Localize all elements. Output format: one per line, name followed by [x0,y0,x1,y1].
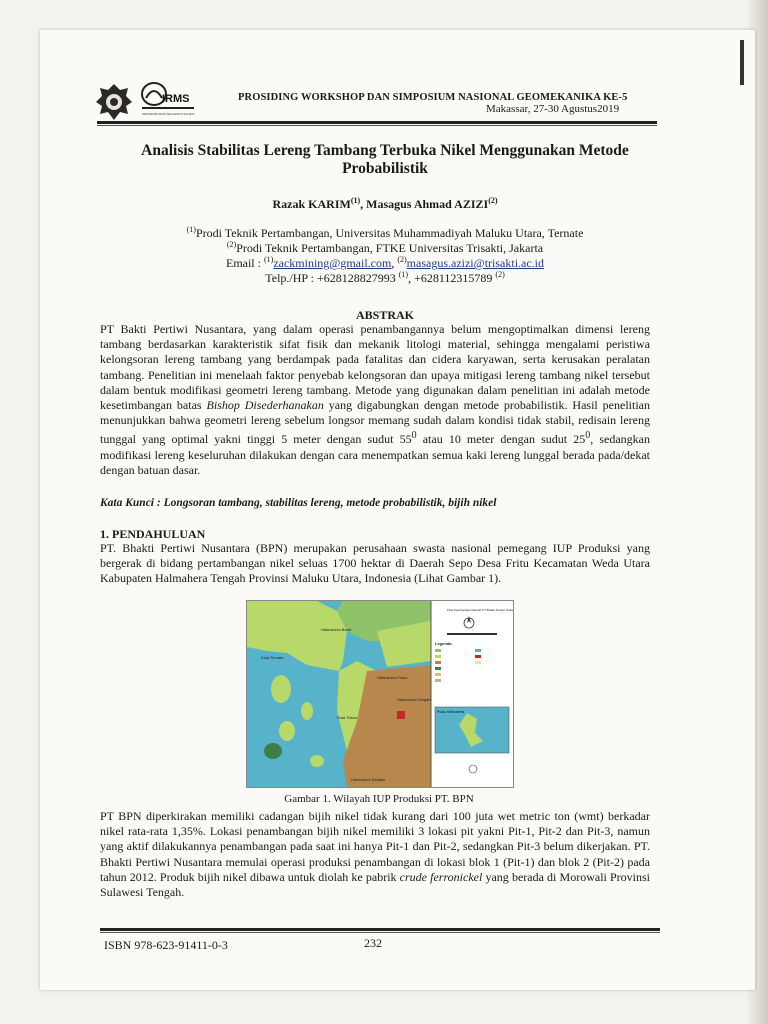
abstract-text [100,322,650,478]
header-rule [97,121,657,124]
emblem-logo-icon [94,82,134,124]
email-line [90,255,680,271]
phone-2: +628112315789 [414,271,496,285]
map-panel-title: Peta Kesampaian Daerah PT Bhakti Pertiwi Nusantara [447,608,513,612]
map-inset-label: Pulau Halmahera [437,710,465,714]
phone-line [90,270,680,286]
phone-2-sup: (2) [495,270,505,279]
header-rule-thin [97,125,657,126]
proceeding-title: PROSIDING WORKSHOP DAN SIMPOSIUM NASIONAL GEOMEKANIKA KE-5 [238,92,628,103]
irms-logo-text: IRMS [162,93,190,105]
map-label-kota-ternate: Kota Ternate [261,655,284,660]
irms-logo-subtext: INDONESIAN ROCK MECHANICS SOCIETY [142,113,195,116]
page-number: 232 [364,936,382,950]
abstract-text-c: atau 10 meter dengan sudut 25 [416,432,586,447]
affiliation-1 [90,225,680,241]
email-separator: , [391,256,398,270]
irms-logo-icon [140,80,196,118]
email-1-sup: (1) [263,255,274,264]
affiliation-2-sup: (2) [226,240,237,249]
map-label-halmahera-selatan: Halmahera Selatan [351,777,386,782]
email-2-sup: (2) [397,255,407,264]
paper-title-line2: Probabilistik [342,160,428,177]
keywords: Kata Kunci : Longsoran tambang, stabilitas lereng, metode probabilistik, bijih nikel [100,497,497,509]
affiliation-2 [90,240,680,256]
map-graphic [247,601,513,787]
footer-rule-thin [100,932,660,933]
paper-title [90,142,680,178]
map-label-halmahera-barat: Halmahera Barat [321,627,352,632]
map-label-halmahera-timur: Halmahera Timur [377,675,408,680]
abstract-method-italic: Bishop Disederhanakan [206,398,324,413]
section-1-para-2-italic: crude ferronickel [399,869,483,884]
author-1-sup: (1) [350,196,361,205]
map-label-halmahera-tengah: Halmahera Tengah [397,697,431,702]
abstract-heading: ABSTRAK [355,308,414,322]
section-1-para-1: PT. Bhakti Pertiwi Nusantara (BPN) merupakan perusahaan swasta nasional pemegang IUP Produksi yang bergerak di bidang pertambangan nikel seluas 1700 hektar di Daerah Sepo Desa Fritu Kecamatan Weda Utara Kabupaten Halmahera Tengah Provinsi Maluku Utara, Indonesia (Lihat Gambar 1). [100,541,650,586]
footer-rule [100,928,660,931]
figure-1-caption: Gambar 1. Wilayah IUP Produksi PT. BPN [284,793,474,805]
section-1-para-2 [100,809,650,900]
author-separator: , [360,197,367,211]
phone-1: +628128827993 [316,271,399,285]
affiliation-2-text: Prodi Teknik Pertambangan, FTKE Universitas Trisakti, Jakarta [236,241,544,255]
email-1-link[interactable]: zackmining@gmail.com [273,256,392,270]
phone-separator: , [408,271,415,285]
phone-1-sup: (1) [398,270,409,279]
author-1: Razak KARIM [272,197,351,211]
section-1-para-2-b: yang berada di Morowali Provinsi Sulawesi Tengah. [100,869,651,900]
affiliation-1-text: Prodi Teknik Pertambangan, Universitas Muhammadiyah Maluku Utara, Ternate [195,226,584,240]
proceeding-location-date: Makassar, 27-30 Agustus2019 [486,103,620,115]
author-2-sup: (2) [488,196,498,205]
abstract-text-b: yang digabungkan dengan metode probabilistik. Hasil penelitian menunjukkan bahwa geometri lereng sebelum longsor memang sudah dalam kondisi tidak stabil, redisain lereng tunggal yang optimal yakni tinggi 5 meter dengan sudut 55 [100,398,650,447]
abstract-degree-1: 0 [411,430,417,442]
isbn: ISBN 978-623-91411-0-3 [104,938,228,952]
map-legend-title: Legenda [435,641,452,646]
affiliation-1-sup: (1) [186,225,196,234]
authors [90,196,680,212]
section-1-para-2-a: PT BPN diperkirakan memiliki cadangan bijih nikel tidak kurang dari 100 juta wet metric ton (wmt) berkadar nikel rata-rata 1,35%. Lokasi penambangan bijih nikel memiliki 3 lokasi pit yakni Pit-1, Pit-2 dan Pit-3, namun yang aktif dilakukannya penambangan pada saat ini hanya Pit-1 dan Pit-2, sedangkan Pit-3 belum dikerjakan. PT. Bhakti Pertiwi Nusantara memulai operasi produksi penambangan di lokasi blok 1 (Pit-1) dan blok 2 (Pit-2) pada tahun 2012. Produk bijih nikel dibawa untuk diolah ke pabrik [100,809,650,884]
paper-title-line1: Analisis Stabilitas Lereng Tambang Terbuka Nikel Menggunakan Metode [141,142,629,159]
map-label-kota-tidore: Kota Tidore [337,715,358,720]
email-2-link[interactable]: masagus.azizi@trisakti.ac.id [406,256,545,270]
abstract-text-d: , sedangkan modifikasi lereng keseluruhan dilakukan dengan cara menempatkan semua kaki lereng lunggal berada pada/dekat dengan batuan dasar. [100,432,650,477]
abstract-degree-2: 0 [585,430,591,442]
scan-artifact [740,40,744,85]
figure-1-map [246,600,514,788]
abstract-text-a: PT Bakti Pertiwi Nusantara, yang dalam operasi penambangannya belum mengoptimalkan dimensi lereng tambang berdasarkan karakteristik sifat fisik dan mekanik litologi material, sehingga mengalami peristiwa kelongsoran lereng tambang yang berdampak pada fatalitas dan cidera karyawan, serta kerusakan peralatan tambang. Penelitian ini menelaah faktor penyebab kelongsoran dan upaya mitigasi lereng tambang nikel tersebut dalam bentuk modifikasi geometri lereng tambang. Metode yang digunakan dalam penelitian ini adalah metode kesetimbangan batas [100,322,650,413]
section-1-heading: 1. PENDAHULUAN [100,527,206,541]
author-2: Masagus Ahmad AZIZI [366,197,489,211]
email-label: Email : [225,256,264,270]
phone-label: Telp./HP : [265,271,317,285]
